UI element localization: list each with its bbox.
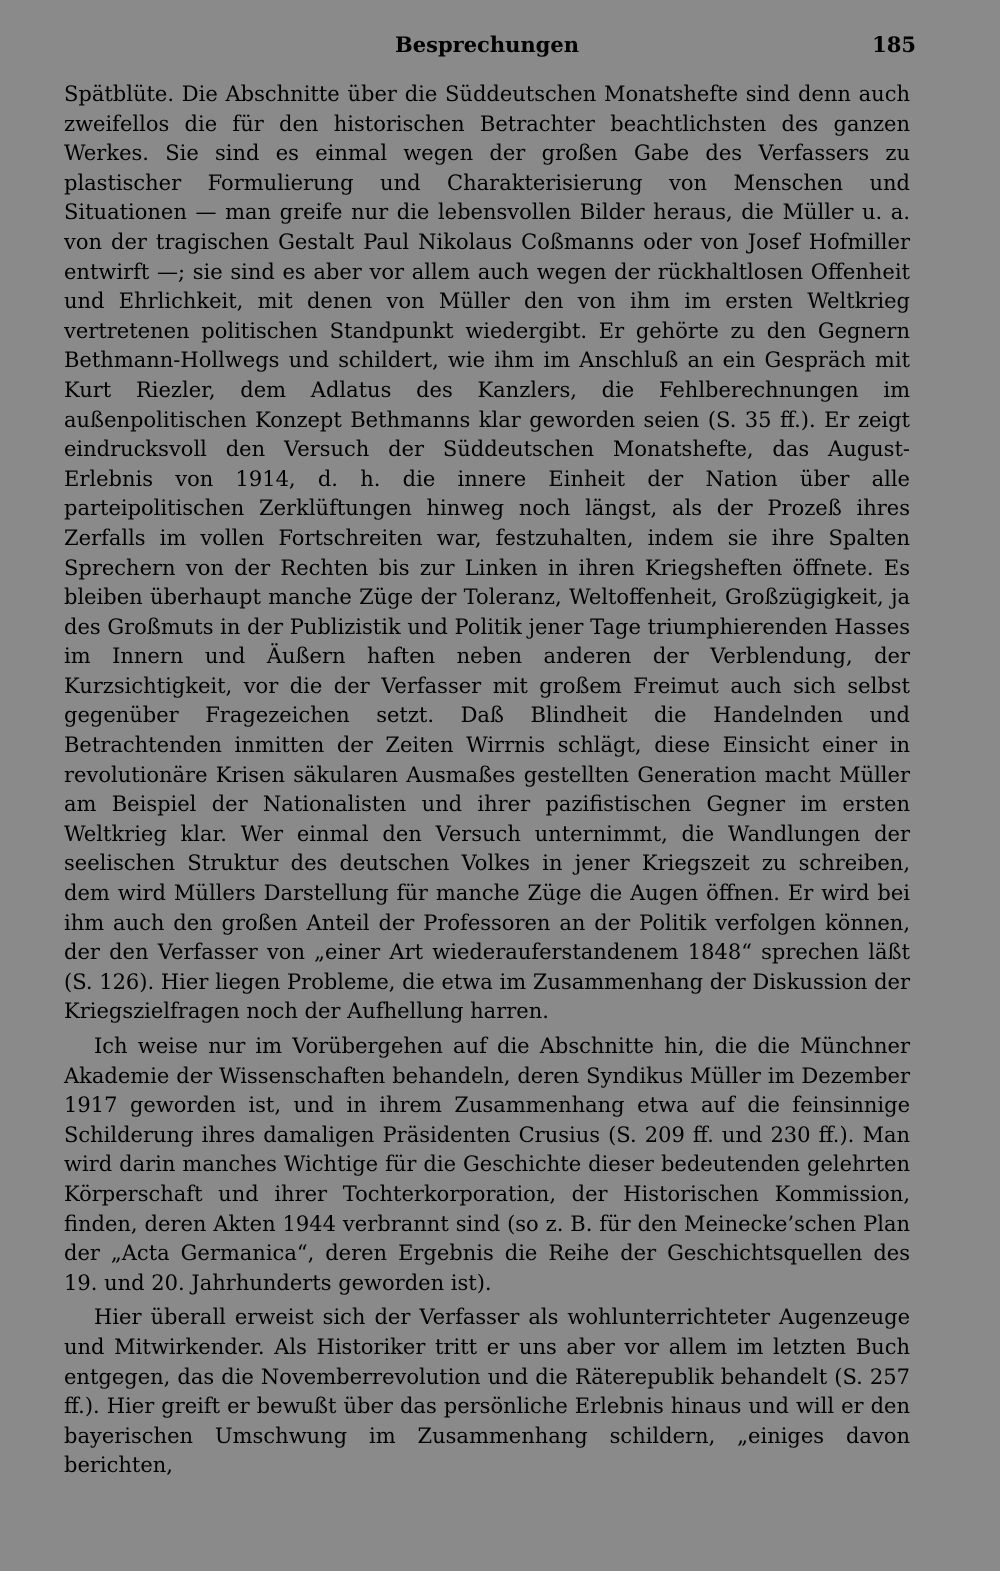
paragraph-3: Hier überall erweist sich der Verfasser als wohlunterrichteter Augenzeuge und Mitwirkender. Als Historiker tritt er uns aber vor allem im letzten Buch entgegen, das die Novemberrevolution und die Räterepublik behandelt (S. 257 ff.). Hier greift er bewußt über das persönliche Erlebnis hinaus und will er den bayerischen Umschwung im Zusammenhang schildern, „einiges davon berichten,: [64, 1305, 910, 1478]
paragraph-2: Ich weise nur im Vorübergehen auf die Abschnitte hin, die die Münchner Akademie der Wissenschaften behandeln, deren Syndikus Müller im Dezember 1917 geworden ist, und in ihrem Zusammenhang etwa auf die feinsinnige Schilderung ihres damaligen Präsidenten Crusius (S. 209 ff. und 230 ff.). Man wird darin manches Wichtige für die Geschichte dieser bedeutenden gelehrten Körperschaft und ihrer Tochterkorporation, der Historischen Kommission, finden, deren Akten 1944 verbrannt sind (so z. B. für den Meinecke’schen Plan der „Acta Germanica“, deren Ergebnis die Reihe der Geschichtsquellen des 19. und 20. Jahrhunderts geworden ist).: [64, 1034, 910, 1295]
body-text: [64, 80, 910, 1481]
page-number: 185: [872, 32, 916, 57]
paragraph-1: Spätblüte. Die Abschnitte über die Süddeutschen Monatshefte sind denn auch zweifellos die für den historischen Betrachter beachtlichsten des ganzen Werkes. Sie sind es einmal wegen der großen Gabe des Verfassers zu plastischer Formulierung und Charakterisierung von Menschen und Situationen — man greife nur die lebensvollen Bilder heraus, die Müller u. a. von der tragischen Gestalt Paul Nikolaus Coßmanns oder von Josef Hofmiller entwirft —; sie sind es aber vor allem auch wegen der rückhaltlosen Offenheit und Ehrlichkeit, mit denen von Müller den von ihm im ersten Weltkrieg vertretenen politischen Standpunkt wiedergibt. Er gehörte zu den Gegnern Bethmann-Hollwegs und schildert, wie ihm im Anschluß an ein Gespräch mit Kurt Riezler, dem Adlatus des Kanzlers, die Fehlberechnungen im außenpolitischen Konzept Bethmanns klar geworden seien (S. 35 ff.). Er zeigt eindrucksvoll den Versuch der Süddeutschen Monatshefte, das August-Erlebnis von 1914, d. h. die innere Einheit der Nation über alle parteipolitischen Zerklüftungen hinweg noch längst, als der Prozeß ihres Zerfalls im vollen Fortschreiten war, festzuhalten, indem sie ihre Spalten Sprechern von der Rechten bis zur Linken in ihren Kriegsheften öffnete. Es bleiben überhaupt manche Züge der Toleranz, Weltoffenheit, Großzügigkeit, ja des Großmuts in der Publizistik und Politik jener Tage triumphierenden Hasses im Innern und Äußern haften neben anderen der Verblendung, der Kurzsichtigkeit, vor die der Verfasser mit großem Freimut auch sich selbst gegenüber Fragezeichen setzt. Daß Blindheit die Handelnden und Betrachtenden inmitten der Zeiten Wirrnis schlägt, diese Einsicht einer in revolutionäre Krisen säkularen Ausmaßes gestellten Generation macht Müller am Beispiel der Nationalisten und ihrer pazifistischen Gegner im ersten Weltkrieg klar. Wer einmal den Versuch unternimmt, die Wandlungen der seelischen Struktur des deutschen Volkes in jener Kriegszeit zu schreiben, dem wird Müllers Darstellung für manche Züge die Augen öffnen. Er wird bei ihm auch den großen Anteil der Professoren an der Politik verfolgen können, der den Verfasser von „einer Art wiederauferstandenem 1848“ sprechen läßt (S. 126). Hier liegen Probleme, die etwa im Zusammenhang der Diskussion der Kriegszielfragen noch der Aufhellung harren.: [64, 82, 910, 1024]
running-title: Besprechungen: [395, 32, 579, 57]
running-head: [64, 28, 916, 64]
